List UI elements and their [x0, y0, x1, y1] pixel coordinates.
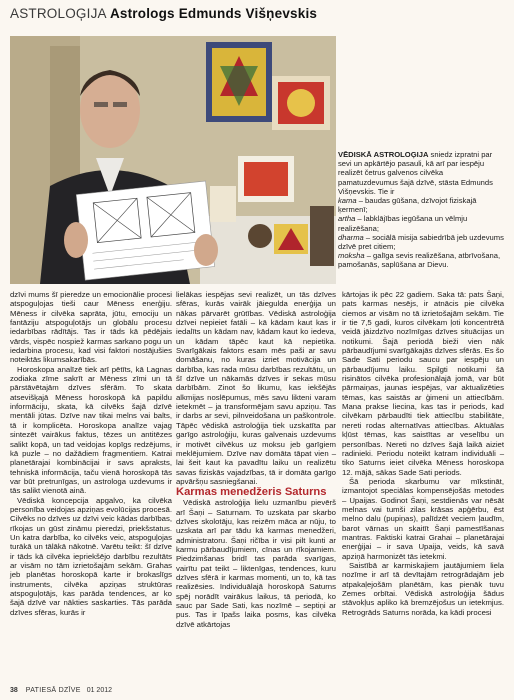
sidebar-lead: VĒDISKĀ ASTROLOĢIJA — [338, 150, 429, 159]
article-column-3 — [342, 290, 504, 617]
paragraph: Horoskopa analīzē tiek arī pētīts, kā Lagnas zodiaka zīme sakrīt ar Mēness zīmi un tā pārstāvētajām dzīves sfērām. To skata atsevišķajā Mēness horoskopā kā papildu informāciju, skata, kā cilvēks šajā dzīvē mentāli jūtas. Dzīve nav tikai melns vai balts, tā ir komplicēta. Horoskopa analīze vajag sintezēt vairākus faktus, tēzes un antitēzes salikt kopā, un tad veidojas kopīgs redzējums, kā puzle – no dažādiem fragmentiem. Katrai planetārajai kombinācijai ir savs apraksts, tehniskā informācija, taču vienā horoskopā tās var būt pretrunīgas, un astrologa uzdevums ir tās salikt vienotā ainā. — [10, 364, 172, 496]
sidebar-term: kama — [338, 196, 357, 206]
paragraph: dzīvi mums šī pieredze un emocionālie procesi atspoguļojas tieši caur Mēness enerģiju. Mēness ir cilvēka saprāta, jūtu, emociju un fantāziju atspoguļotājs un globālu procesu iedarbības rādītājs. Tas ir tāds kā pēdējais vārds, vispēc nospiež karmas sarkano pogu un iedarbina procesu, kad visi faktori nostājušies noteiktās likumsakarībās. — [10, 290, 172, 365]
page-footer — [10, 687, 112, 694]
sidebar-intro: sniedz izpratni par sevi un apkārtējo pasauli, kā arī par iespēju realizēt četrus galvenos cilvēka pamatuzdevumus šajā dzīvē, stāsta Edmunds Višņevskis. Tie ir — [338, 150, 493, 196]
sidebar-note — [338, 150, 504, 296]
article-title: Astrologs Edmunds Višņevskis — [109, 6, 318, 21]
photo-illustration — [10, 36, 336, 284]
sidebar-item — [338, 214, 504, 232]
sidebar-desc: – galīga sevis realizēšana, atbrīvošana, pamošanās, saplūšana ar Dievu. — [338, 251, 501, 270]
paragraph: kārtojas ik pēc 22 gadiem. Saka tā: pats Šaņi, pats karmas nesējs, ir atnācis pie cilvēka ciemos ar visām no tā izrietošajām sekām. Tie ir tie 7,5 gadi, kuros cilvēkam ļoti koncentrētā veidā jāizdzīvo nozīmīgas dzīves situācijas un notikumi. Šajā periodā bieži vien nāk pārbaudījumi svarīgākajās dzīves sfērās. Es šo Sade Sati periodu saucu par iespēju un pārbaudījumu laiku. Spilgti notikumi šā risinātos cilvēka profesionālajā jomā, var būt pārmaiņas, jaunas iespējas, var aktualizēties tēmas, kas saistās ar ģimeni un attiecībām. Mana prakse liecina, kas tas ir periods, kad cilvēkam pārbaudīti tiek attiecību stabilitāte, nereti rodas alternatīvas attiecības. Aktuālas kļūst tēmas, kas saistītas ar veselību un personības. Nereti no dzīves šajā laikā aiziet radinieki. Periodu noteikt katram individuāli – tiko Saturns ieiet cilvēka Mēness horoskopa 12. mājā, sākas Sade Sati periods. — [342, 290, 504, 477]
page-number: 38 — [10, 687, 18, 694]
magazine-name: PATIESĀ DZĪVE — [25, 687, 81, 694]
section-subheading: Karmas menedžeris Saturns — [176, 486, 327, 499]
sidebar-term: moksha — [338, 251, 365, 261]
paragraph: lielākas iespējas sevi realizēt, un tās dzīves sfēras, kurās vairāk jāiegulda enerģija un nākas pārvarēt grūtības. Vēdiskā astroloģija dzīvei nepieiet fatāli – kā kādam kaut kas ir iedalīts un kādam nav, kādam kaut ko iedeva, un kādam tāpēc kaut kā nepietika. Svarīgākais faktors esam mēs paši ar savu domāšanu, no kuras izriet motivācija un darbība, kas rada mūsu darbības rezultātu, un šī dzīve un nākamās dzīves ir sekas mūsu darbībām. Zinot šo likumu, kas iekšējās alkmijas noslēpumus, mēs savu likteni varam ietekmēt – ja transformējam savu apziņu. Tas ir darbs ar sevi, pilnveidošana un paškontrole. Tāpēc vēdiskā astroloģija tiek uzskatīta par garīgo astroloģiju, kuras galvenais uzdevums ir motivēt cilvēkus uz moksu jeb garīgiem meklējumiem. Dzīve nav domāta tāpat vien – lai šeit kaut ka pavadītu laiku un realizētu savas fiziskās vajadzības, tā ir domāta garīgo apvāršņu sasniegšanai. — [176, 290, 336, 486]
paragraph: Vēdiskā koncepcija apgalvo, ka cilvēka personība veidojas apziņas evolūcijas procesā. Cilvēks no dzīves uz dzīvi veic kādas darbības, rīkojas un gūst zināmu pieredzi, priekšstatus. Un katra darbība, ko cilvēks veic, atspoguļojas turākā un tālākā nākotnē. Varētu teikt: šī dzīve ir tāds kā cilvēka iepriekšējo darbību rezultāts ar visām no tām izrietošajām sekām. Grahas jeb planētas horoskopā karte ir brokaslīgs instruments, cilvēka apziņas struktūras atspoguļotājs, kas parāda tendences, ar ko šajā dzīvē var nākties saskarties. Tās parāda dzīves sfēras, kurās ir — [10, 495, 172, 617]
sidebar-desc: – labklājības iegūšana un vēlmju realizēšana; — [338, 214, 468, 233]
sidebar-desc: – sociālā misija sabiedrībā jeb uzdevums dzīvē pret citiem; — [338, 232, 504, 252]
paragraph: Saistībā ar karmiskajiem jautājumiem liela nozīme ir arī tā devītajām retrogrādajām jeb atpakaļejošām planētām, kas pienāk tuvu Zemes orbītai. Vēdiskā astroloģija šādus stāvokļus apliko kā bremzējošus un ietekmjus. Retrogrāds Saturns norāda, ka kādi procesi — [342, 560, 504, 617]
paragraph: Vēdiskā astroloģija lielu uzmanību pievērš arī Šaņi – Saturnam. To uzskata par skarbo dzīves skolotāju, kas reizēm māca ar nūju, to uzskata arī par tādu kā karmas menedžeri, administratoru. Šaņi ričība ir visi pilt kunti ar karmu pārbaudījumiem, cīnas un rīkojamiem. Piedzimšanas bridī tas parāda svarīgas, vairītu pat teikt – liktenīgas, tendences, kuru dzīves sfērā ir karmas momenti, un to, kā tas realizēsies. Individuālajā horoskopā Saturns spēj norādīt vairākus laikus, tā periodā, ko sauc par Sade Sati, kas nozīmē – septiņi ar pus. Tas ir īpašs laika posms, kas cilvēka dzīvē atkārtojas — [176, 498, 336, 629]
astrologer-photo — [10, 36, 336, 284]
sidebar-item — [338, 196, 504, 214]
article-column-1 — [10, 290, 172, 617]
sidebar-desc: – baudas gūšana, dzīvojot fiziskajā ķermenī; — [338, 196, 477, 215]
section-kicker: ASTROLOĢIJA — [10, 6, 106, 21]
sidebar-item — [338, 251, 504, 269]
issue-number: 01 2012 — [86, 687, 113, 694]
paragraph: Šā perioda skarbumu var mīkstināt, izmantojot speciālas kompensējošās metodes – Upaijas. Godinot Šaņi, sestdienās var nēsāt melnas vai tumši zilas krāsas apģērbu, ēst melno dalu (pupiņas), palīdzēt veciem ļaudīm, barot vārnas un skaitīt Šaņi pamestīšanas mantras. Faktiski katrai Grahai – planetārajai enerģijai – ir sava Upaija, veids, kā savā apziņā harmonizēt tās ietekmi. — [342, 476, 504, 561]
page-header — [10, 6, 317, 21]
sidebar-item — [338, 233, 504, 251]
sidebar-term: artha — [338, 214, 356, 224]
sidebar-term: dharma — [338, 232, 364, 242]
article-column-2 — [176, 290, 336, 629]
